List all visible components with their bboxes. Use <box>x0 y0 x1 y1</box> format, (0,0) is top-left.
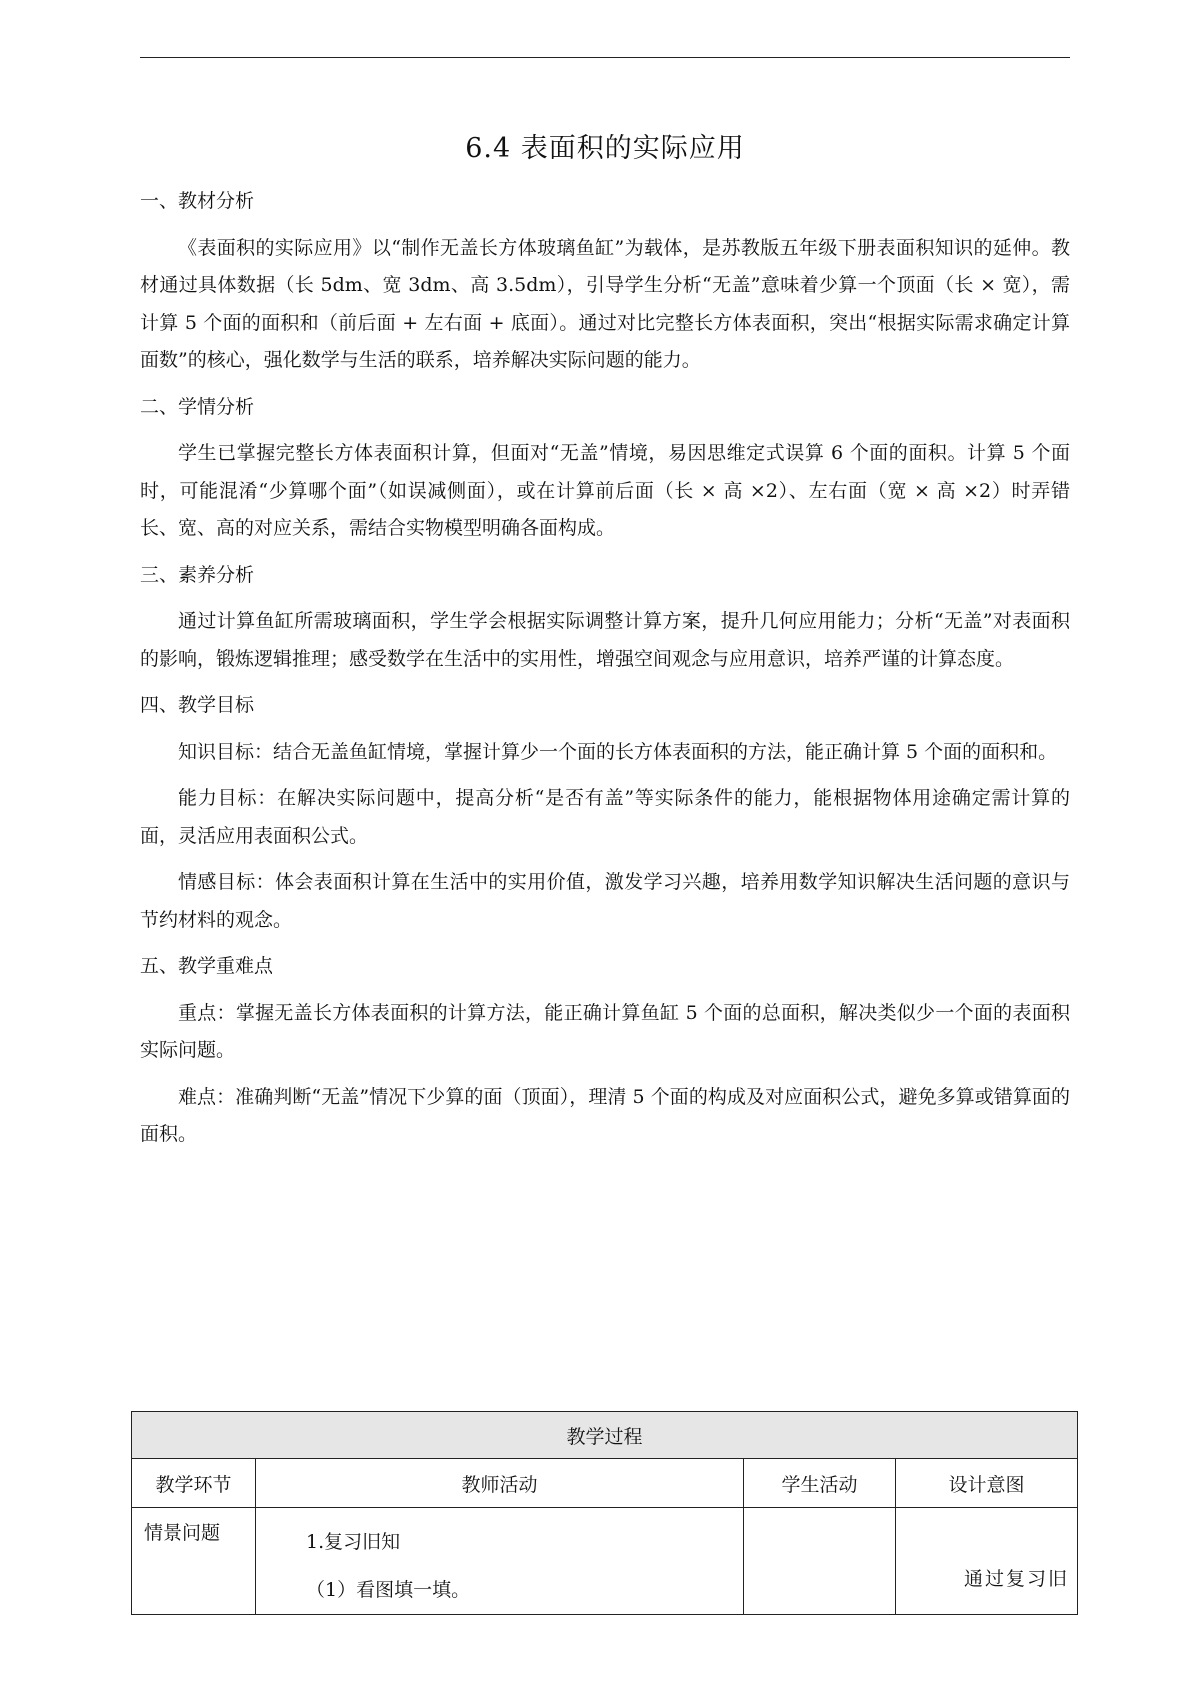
section-heading: 二、学情分析 <box>140 395 255 418</box>
section-paragraph: 通过计算鱼缸所需玻璃面积，学生学会根据实际调整计算方案，提升几何应用能力；分析“无盖”对表面积的影响，锻炼逻辑推理；感受数学在生活中的实用性，增强空间观念与应用意识，培养严谨的计算态度。 <box>140 610 1070 670</box>
header-rule <box>140 57 1070 58</box>
section-paragraph: 情感目标：体会表面积计算在生活中的实用价值，激发学习兴趣，培养用数学知识解决生活问题的意识与节约材料的观念。 <box>140 871 1070 931</box>
column-header-teacher: 教师活动 <box>256 1459 744 1508</box>
teacher-activity-line: （1）看图填一填。 <box>306 1579 471 1601</box>
section-paragraph: 能力目标：在解决实际问题中，提高分析“是否有盖”等实际条件的能力，能根据物体用途确定需计算的面，灵活应用表面积公式。 <box>140 787 1070 847</box>
document-body <box>140 183 1070 1163</box>
stage-cell: 情景问题 <box>132 1508 256 1615</box>
teaching-process-table <box>131 1411 1078 1615</box>
column-header-stage: 教学环节 <box>132 1459 256 1508</box>
section-heading: 四、教学目标 <box>140 694 255 716</box>
column-header-intent: 设计意图 <box>896 1459 1078 1508</box>
table-title: 教学过程 <box>132 1412 1078 1459</box>
document-title: 6.4 表面积的实际应用 <box>465 133 745 164</box>
teacher-activity-cell <box>256 1508 744 1615</box>
student-activity-cell <box>744 1508 896 1615</box>
section-paragraph: 重点：掌握无盖长方体表面积的计算方法，能正确计算鱼缸 5 个面的总面积，解决类似少一个面的表面积实际问题。 <box>140 1001 1070 1061</box>
section-paragraph: 难点：准确判断“无盖”情况下少算的面（顶面），理清 5 个面的构成及对应面积公式，避免多算或错算面的面积。 <box>140 1085 1070 1145</box>
section-heading: 五、教学重难点 <box>140 955 274 977</box>
column-header-student: 学生活动 <box>744 1459 896 1508</box>
section-heading: 三、素养分析 <box>140 563 255 586</box>
section-paragraph: 知识目标：结合无盖鱼缸情境，掌握计算少一个面的长方体表面积的方法，能正确计算 5 个面的面积和。 <box>178 740 1058 763</box>
design-intent-cell: 通过复习旧 <box>896 1508 1078 1615</box>
table-row <box>132 1508 1078 1615</box>
teacher-activity-line: 1.复习旧知 <box>306 1531 401 1553</box>
section-paragraph: 学生已掌握完整长方体表面积计算，但面对“无盖”情境，易因思维定式误算 6 个面的面积。计算 5 个面时，可能混淆“少算哪个面”（如误减侧面），或在计算前后面（长 × 高 ×2）、左右面（宽 × 高 ×2）时弄错长、宽、高的对应关系，需结合实物模型明确各面构成。 <box>140 442 1070 539</box>
section-paragraph: 《表面积的实际应用》以“制作无盖长方体玻璃鱼缸”为载体，是苏教版五年级下册表面积知识的延伸。教材通过具体数据（长 5dm、宽 3dm、高 3.5dm），引导学生分析“无盖”意味着少算一个顶面（长 × 宽），需计算 5 个面的面积和（前后面 + 左右面 + 底面）。通过对比完整长方体表面积，突出“根据实际需求确定计算面数”的核心，强化数学与生活的联系，培养解决实际问题的能力。 <box>140 236 1070 371</box>
section-heading: 一、教材分析 <box>140 190 255 212</box>
